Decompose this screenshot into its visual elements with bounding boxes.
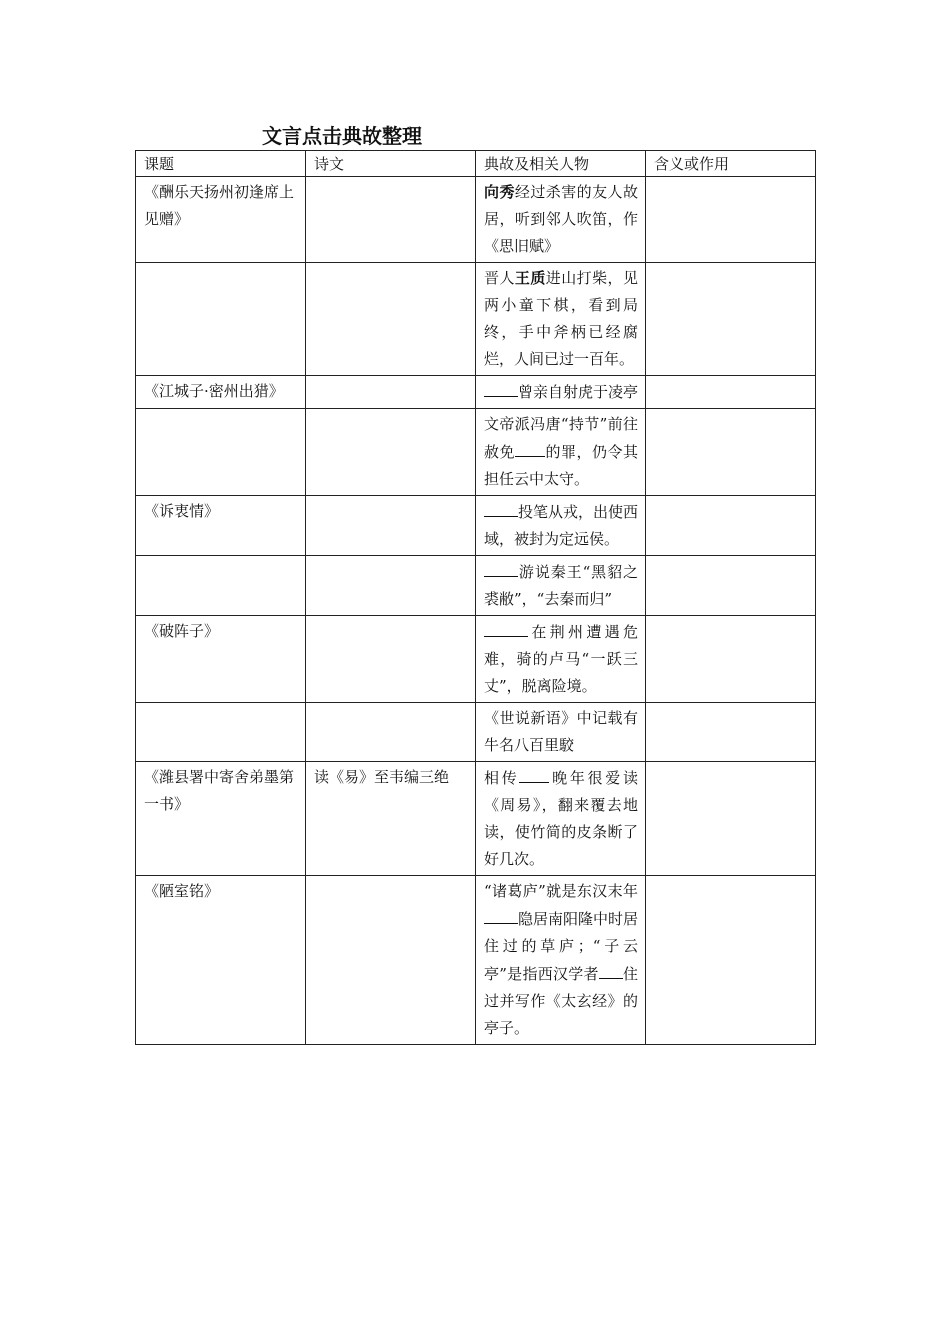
- poem-cell: [306, 496, 476, 556]
- page-title: 文言点击典故整理: [262, 124, 422, 148]
- fill-blank: [484, 498, 518, 517]
- topic-cell: 《潍县署中寄舍弟墨第一书》: [136, 762, 306, 876]
- allusion-text: 曾亲自射虎于凌亭: [518, 383, 639, 401]
- header-cell-meaning: 含义或作用: [646, 151, 816, 177]
- header-cell-allusion: 典故及相关人物: [476, 151, 646, 177]
- allusion-table: [135, 150, 816, 1045]
- table-row: [136, 556, 816, 616]
- topic-cell: 《酬乐天扬州初逢席上见赠》: [136, 177, 306, 263]
- table-row: [136, 762, 816, 876]
- fill-blank: [484, 558, 518, 577]
- topic-cell: [136, 263, 306, 376]
- allusion-text: 隐居南阳隆中时居住过的草庐；“子云亭”是指西汉学者: [484, 910, 639, 983]
- poem-cell: [306, 876, 476, 1045]
- topic-cell: 《江城子·密州出猎》: [136, 376, 306, 409]
- fill-blank: [515, 438, 545, 457]
- fill-blank: [519, 764, 549, 783]
- meaning-cell: [646, 703, 816, 762]
- poem-cell: [306, 703, 476, 762]
- fill-blank: [484, 905, 518, 924]
- table-row: [136, 376, 816, 409]
- meaning-cell: [646, 556, 816, 616]
- allusion-cell: [476, 762, 646, 876]
- table-row: [136, 409, 816, 496]
- topic-cell: 《破阵子》: [136, 616, 306, 703]
- table-row: [136, 876, 816, 1045]
- allusion-text: “诸葛庐”就是东汉末年: [484, 882, 638, 900]
- header-cell-topic: 课题: [136, 151, 306, 177]
- table-row: [136, 616, 816, 703]
- poem-cell: [306, 177, 476, 263]
- person-name: 王质: [514, 269, 546, 287]
- allusion-text: 在荆州遭遇危难，骑的卢马“一跃三丈”，脱离险境。: [484, 623, 638, 695]
- meaning-cell: [646, 496, 816, 556]
- table-row: [136, 263, 816, 376]
- poem-cell: [306, 616, 476, 703]
- meaning-cell: [646, 876, 816, 1045]
- meaning-cell: [646, 616, 816, 703]
- poem-cell: [306, 263, 476, 376]
- topic-cell: [136, 409, 306, 496]
- fill-blank: [484, 378, 518, 397]
- allusion-text: 晋人: [484, 269, 515, 287]
- allusion-cell: [476, 876, 646, 1045]
- topic-cell: 《陋室铭》: [136, 876, 306, 1045]
- allusion-text: 《世说新语》中记载有牛名八百里駮: [484, 709, 638, 754]
- poem-cell: [306, 409, 476, 496]
- allusion-cell: [476, 263, 646, 376]
- table-row: [136, 496, 816, 556]
- fill-blank: [599, 960, 623, 979]
- allusion-text: 的罪，仍令其担任云中太守。: [484, 443, 638, 488]
- table-row: [136, 177, 816, 263]
- topic-cell: [136, 556, 306, 616]
- poem-cell: [306, 556, 476, 616]
- fill-blank: [484, 618, 528, 637]
- meaning-cell: [646, 263, 816, 376]
- header-cell-poem: 诗文: [306, 151, 476, 177]
- poem-cell: 读《易》至韦编三绝: [306, 762, 476, 876]
- topic-cell: 《诉衷情》: [136, 496, 306, 556]
- allusion-text: 住过并写作《太玄经》的亭子。: [484, 965, 638, 1037]
- meaning-cell: [646, 409, 816, 496]
- allusion-text: 进山打柴，见两小童下棋，看到局终，手中斧柄已经腐烂，人间已过一百年。: [484, 269, 638, 368]
- meaning-cell: [646, 762, 816, 876]
- allusion-cell: [476, 556, 646, 616]
- allusion-text: 晚年很爱读《周易》，翻来覆去地读，使竹简的皮条断了好几次。: [484, 769, 638, 868]
- allusion-text: 文帝派冯唐“持节”前往赦免: [484, 415, 638, 461]
- table-row: [136, 703, 816, 762]
- allusion-cell: [476, 409, 646, 496]
- allusion-text: 相传: [484, 769, 520, 787]
- allusion-cell: [476, 496, 646, 556]
- meaning-cell: [646, 177, 816, 263]
- allusion-text: 经过杀害的友人故居，听到邻人吹笛，作《思旧赋》: [484, 183, 638, 255]
- allusion-cell: [476, 616, 646, 703]
- allusion-cell: [476, 376, 646, 409]
- allusion-text: 游说秦王“黑貂之裘敝”，“去秦而归”: [484, 563, 638, 608]
- allusion-text: 投笔从戎，出使西域，被封为定远侯。: [484, 503, 639, 548]
- allusion-cell: [476, 703, 646, 762]
- topic-cell: [136, 703, 306, 762]
- meaning-cell: [646, 376, 816, 409]
- table-header-row: [136, 151, 816, 177]
- person-name: 向秀: [484, 183, 515, 201]
- poem-cell: [306, 376, 476, 409]
- allusion-cell: [476, 177, 646, 263]
